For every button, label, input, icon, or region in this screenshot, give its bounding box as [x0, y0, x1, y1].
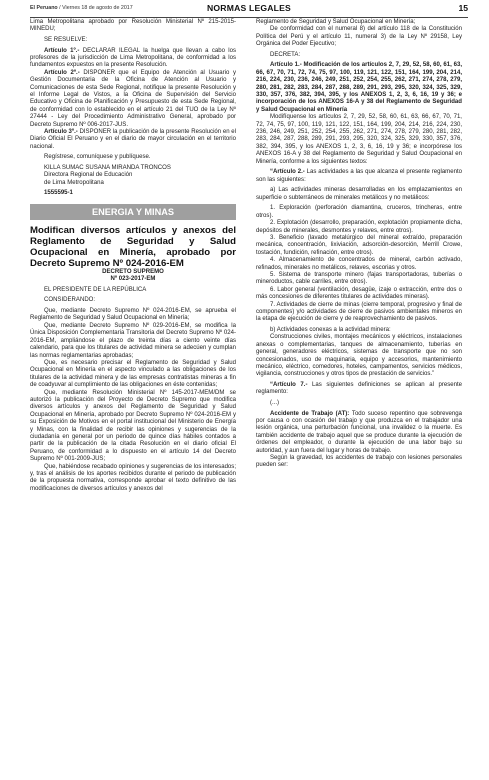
paragraph: Según la gravedad, los accidentes de trabajo con lesiones personales pueden ser:: [256, 455, 462, 469]
left-column: [30, 19, 236, 493]
list-item: 4. Almacenamiento de concentrados de mineral, carbón activado, refinados, minerales no metálicos, relaves, escorias y otros.: [256, 257, 462, 271]
considerando-item: Que, mediante Resolución Ministerial Nº 145-2017-MEM/DM se autorizó la publicación del Proyecto de Decreto Supremo que modifica diversos artículos y anexos del Reglamento de Seguridad y Salud Ocupacional en Minería, aprobado por Decreto Supremo Nº 024-2016-EM y su Exposición de Motivos en el portal institucional del Ministerio de Energía y Minas, con la finalidad de recibir las opiniones y sugerencias de la ciudadanía en general por un periodo de quince días hábiles contados a partir de la publicación de la citada Resolución en el diario oficial El Peruano, de conformidad a lo dispuesto en el artículo 14 del Decreto Supremo Nº 001-2009-JUS;: [30, 389, 236, 463]
article-2: [30, 70, 236, 129]
signer-org: de Lima Metropolitana: [44, 179, 104, 186]
right-column: [256, 19, 462, 470]
definition-accident: [256, 411, 462, 455]
article-label: Artículo 2º.-: [44, 69, 80, 76]
decree-number: Nº 023-2017-EM: [110, 276, 156, 283]
section-title: NORMAS LEGALES: [207, 3, 291, 13]
article-1-body: Modifíquense los artículos 2, 7, 29, 52, 58, 60, 61, 63, 66, 67, 70, 71, 72, 74, 75, 97, 100, 119, 121, 122, 151, 164, 199, 204, 214, 216, 224, 230, 236, 246, 249, 251, 252, 254, 255, 262, 271, 274, 278, 279, 280, 281, 282, 283, 284, 287, 288, 289, 291, 293, 295, 320, 324, 325, 329, 330, 357, 376, 382, 394, 395, y los ANEXOS 1, 2, 3, 6, 16, 19 y 36; e incorpórese los ANEXOS 16-A y 38 del Reglamento de Seguridad y Salud Ocupacional en Minería, conforme a los siguientes textos:: [256, 114, 462, 165]
section-banner: ENERGIA Y MINAS: [30, 204, 236, 220]
article-text: Las siguientes definiciones se aplican al presente reglamento:: [256, 382, 463, 396]
article-1: [30, 48, 236, 70]
paragraph: Lima Metropolitana aprobado por Resolución Ministerial Nº 215-2015-MINEDU;: [30, 19, 236, 33]
list-item: 1. Exploración (perforación diamantina, cruceros, trincheras, entre otros).: [256, 205, 462, 219]
article-text: Las actividades a las que alcanza el presente reglamento son las siguientes:: [256, 169, 462, 183]
norm-headline: Modifican diversos artículos y anexos del Reglamento de Seguridad y Salud Ocupacional en Minería, aprobado por Decreto Supremo Nº 024-2016-EM: [30, 224, 236, 269]
considerando-item: Que, mediante Decreto Supremo Nº 029-2016-EM, se modifica la Única Disposición Complementaria Transitoria del Decreto Supremo Nº 024-2016-EM, ampliándose el plazo de treinta días a ciento veinte días calendario, para que los titulares de actividad minera se adecúen y cumplan las normas reglamentarias aprobadas;: [30, 322, 236, 359]
document-id: 1555595-1: [44, 190, 73, 197]
publication-info: El Peruano / Viernes 18 de agosto de 2017: [30, 5, 133, 11]
paragraph: Reglamento de Seguridad y Salud Ocupacional en Minería;: [256, 19, 416, 25]
list-item: 7. Actividades de cierre de minas (cierre temporal, progresivo y final de componentes) y/o actividades de cierre de pasivos ambientales mineros en la etapa de ejecución de cierre y de reaprovechamiento de pasivos.: [256, 301, 462, 323]
list-item: 2. Explotación (desarrollo, preparación, explotación propiamente dicha, depósitos de minerales, desmontes y relaves, entre otros).: [256, 220, 462, 234]
article-1-title: Artículo 1.- Modificación de los artículos 2, 7, 29, 52, 58, 60, 61, 63, 66, 67, 70, 71, 72, 74, 75, 97, 100, 119, 121, 122, 151, 164, 199, 204, 214, 216, 224, 230, 236, 246, 249, 251, 252, 254, 255, 262, 271, 274, 278, 279, 280, 281, 282, 283, 284, 287, 288, 289, 291, 293, 295, 320, 324, 325, 329, 330, 357, 376, 382, 394, 395, y los ANEXOS 1, 2, 3, 6, 16, 19 y 36; e incorporación de los ANEXOS 16-A y 38 del Reglamento de Seguridad y Salud Ocupacional en Minería: [256, 62, 462, 113]
article-text: DECLARAR ILEGAL la huelga que llevan a cabo los profesores de la jurisdicción de Lima Metropolitana, de conformidad a los fundamentos expuestos en la presente Resolución.: [30, 47, 236, 69]
paragraph: De conformidad con el numeral 8) del artículo 118 de la Constitución Política del Perú y el artículo 11, numeral 3) de la Ley Nº 29158, Ley Orgánica del Poder Ejecutivo;: [256, 26, 462, 48]
se-resuelve: SE RESUELVE:: [44, 37, 88, 43]
definition-term: Accidente de Trabajo (AT):: [270, 410, 350, 417]
page-number: 15: [458, 3, 468, 13]
ellipsis: (...): [270, 400, 280, 406]
article-label: Artículo 1º.-: [44, 47, 80, 54]
article-label: “Artículo 2.-: [270, 169, 305, 176]
publication-date: Viernes 18 de agosto de 2017: [62, 5, 133, 11]
list-item: 3. Beneficio (lavado metalúrgico del mineral extraído, preparación mecánica, concentración, lixiviación, adsorción-desorción, Merrill Crowe, tostación, fundición, refinación, entre otros).: [256, 234, 462, 256]
list-item: 5. Sistema de transporte minero (fajas transportadoras, tuberías o mineroductos, cable carriles, entre otros).: [256, 271, 462, 286]
list-item: b) Actividades conexas a la actividad minera:: [270, 326, 391, 333]
article-label: Artículo 3º.-: [44, 129, 78, 136]
closing-formula: Regístrese, comuníquese y publíquese.: [44, 154, 151, 161]
article-3: [30, 129, 236, 151]
decreta-heading: DECRETA:: [270, 51, 301, 58]
paragraph: Construcciones civiles, montajes mecánicos y eléctricos, instalaciones anexas o complementarias, tanques de almacenamiento, tuberías en general, generadores eléctricos, sistemas de transporte que no son concesionados, uso de maquinaria, equipo y accesorios, mantenimiento mecánico, eléctrico, comedores, hoteles, campamentos, servicios médicos, vigilancia, construcciones y otros tipos de prestación de servicios.”: [256, 334, 462, 378]
quoted-article-2: [256, 169, 462, 184]
quoted-article-7: [256, 382, 462, 397]
list-item: 6. Labor general (ventilación, desagüe, izaje o extracción, entre dos o más concesiones de diferentes titulares de actividades mineras).: [256, 286, 462, 301]
considerando-item: Que, es necesario precisar el Reglamento de Seguridad y Salud Ocupacional en Minería en el aspecto vinculado a las obligaciones de los titulares de la actividad minera y de las empresas contratistas mineras a fin de coadyuvar al cumplimiento de las obligaciones en éste contenidas;: [30, 359, 236, 389]
publication-name: El Peruano: [30, 5, 58, 11]
definition-text: Todo suceso repentino que sobrevenga por causa o con ocasión del trabajo y que produzca en el trabajador una lesión orgánica, una perturbación funcional, una invalidez o la muerte. Es también accidente de trabajo aquel que se produce durante la ejecución de órdenes del empleador, o durante la ejecución de una labor bajo su autoridad, y aun fuera del lugar y horas de trabajo.: [256, 410, 462, 454]
article-text: DISPONER que el Equipo de Atención al Usuario y Gestión Documentaria de la Oficina de Atención al Usuario y Comunicaciones de esta Sede Regional, notifique la presente Resolución y el Informe Legal de Vistos, a la Oficina de Supervisión del Servicio Educativo y Oficina de Planificación y Presupuesto de esta Sede Regional, de conformidad con lo establecido en el artículo 21 del TUO de la Ley Nº 27444 - Ley del Procedimiento Administrativo General, aprobado por Decreto Supremo Nº 006-2017-JUS.: [30, 69, 236, 128]
page-header: [30, 3, 468, 18]
decree-label: DECRETO SUPREMO: [102, 268, 164, 275]
considerando-item: Que, habiéndose recabado opiniones y sugerencias de los interesados; y, tras el análisis de los aportes recibidos durante el periodo de publicación de la propuesta normativa, corresponde aprobar el texto definitivo de las modificaciones de diversos artículos y anexos del: [30, 463, 236, 492]
signer-title: Directora Regional de Educación: [44, 172, 133, 179]
president-heading: EL PRESIDENTE DE LA REPÚBLICA: [44, 286, 147, 293]
considerando-item: Que, mediante Decreto Supremo Nº 024-2016-EM, se aprueba el Reglamento de Seguridad y Salud Ocupacional en Minería;: [30, 308, 236, 322]
article-text: DISPONER la publicación de la presente Resolución en el Diario Oficial El Peruano y en el diario de mayor circulación en el territorio nacional.: [30, 129, 236, 150]
considerando-heading: CONSIDERANDO:: [44, 297, 96, 304]
list-item: a) Las actividades mineras desarrolladas en los emplazamientos en superficie o subterráneos de minerales metálicos y no metálicos:: [256, 187, 462, 201]
article-label: “Artículo 7.-: [270, 382, 308, 388]
signer-name: KILLA SUMAC SUSANA MIRANDA TRONCOS: [44, 165, 171, 172]
